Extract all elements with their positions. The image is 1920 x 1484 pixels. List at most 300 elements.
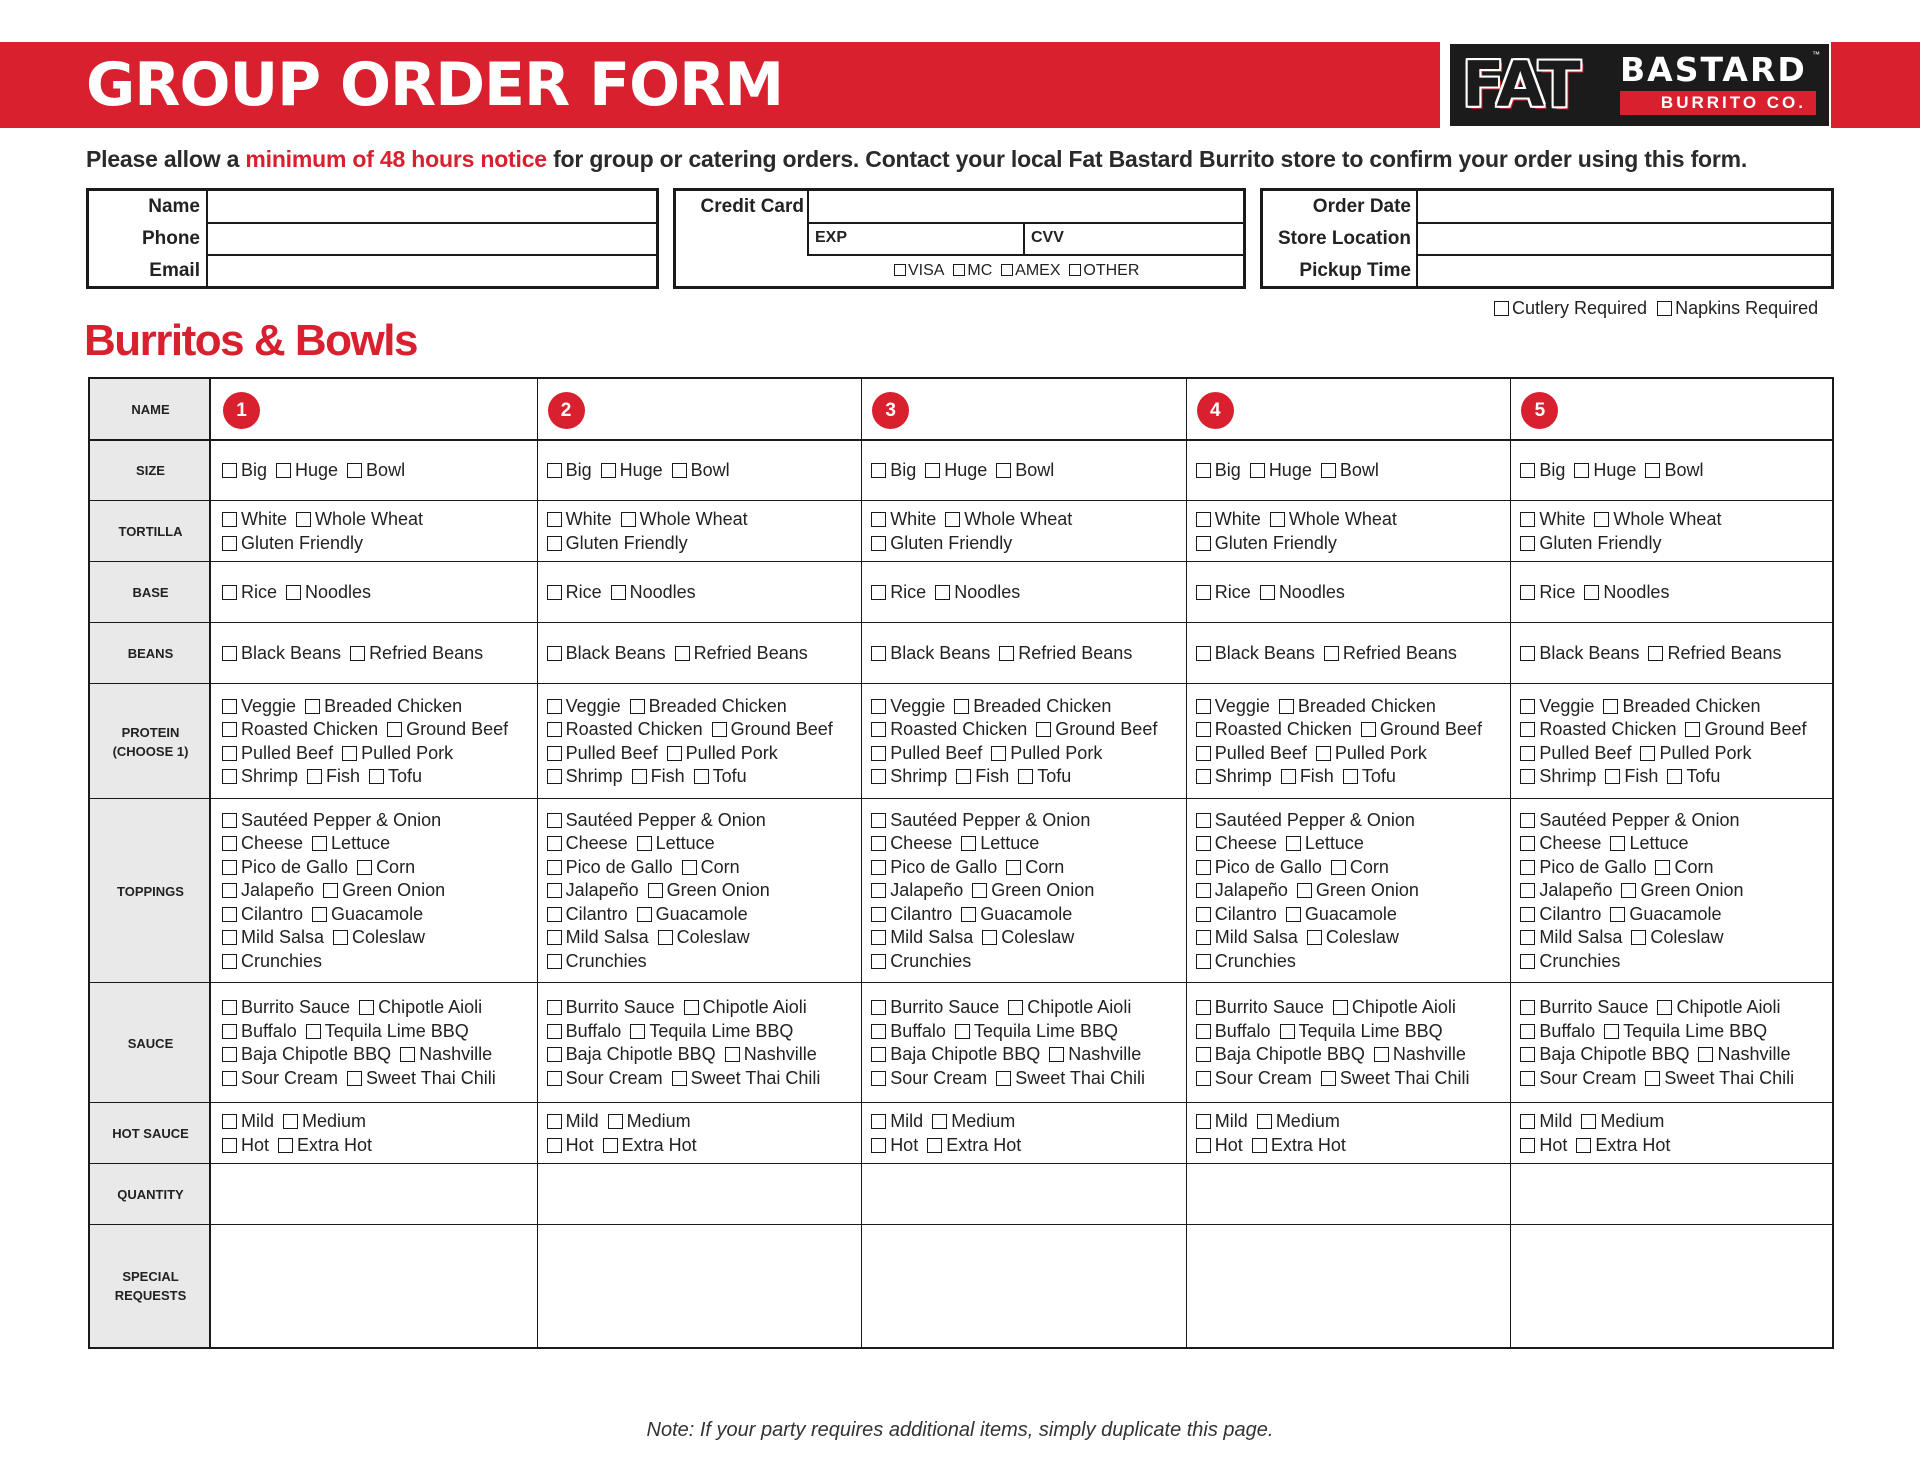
checkbox[interactable]	[547, 930, 562, 945]
option-cilantro[interactable]	[547, 903, 628, 927]
checkbox[interactable]	[1520, 1047, 1535, 1062]
cell-name-4[interactable]	[1187, 379, 1510, 440]
option-crunchies[interactable]	[1196, 950, 1296, 974]
option-baja-chipotle-bbq[interactable]	[1196, 1043, 1365, 1067]
option-fish[interactable]	[632, 765, 685, 789]
checkbox[interactable]	[871, 536, 886, 551]
checkbox[interactable]	[1018, 769, 1033, 784]
cell-quantity-2[interactable]	[538, 1164, 861, 1225]
checkbox[interactable]	[871, 1000, 886, 1015]
checkbox[interactable]	[1316, 746, 1331, 761]
checkbox[interactable]	[1196, 860, 1211, 875]
option-bowl[interactable]	[1645, 459, 1703, 483]
checkbox[interactable]	[1196, 1024, 1211, 1039]
checkbox[interactable]	[871, 1138, 886, 1153]
option-pulled-pork[interactable]	[991, 742, 1102, 766]
option-nashville[interactable]	[1374, 1043, 1466, 1067]
option-big[interactable]	[871, 459, 916, 483]
checkbox[interactable]	[1685, 722, 1700, 737]
checkbox[interactable]	[927, 1138, 942, 1153]
option-shrimp[interactable]	[1520, 765, 1596, 789]
option-rice[interactable]	[547, 581, 602, 605]
option-roasted-chicken[interactable]	[1520, 718, 1676, 742]
checkbox[interactable]	[222, 512, 237, 527]
option-shrimp[interactable]	[222, 765, 298, 789]
option-lettuce[interactable]	[637, 832, 715, 856]
checkbox[interactable]	[1520, 1024, 1535, 1039]
option-tequila-lime-bbq[interactable]	[630, 1020, 793, 1044]
option-pico-de-gallo[interactable]	[222, 856, 348, 880]
option-fish[interactable]	[307, 765, 360, 789]
checkbox[interactable]	[972, 883, 987, 898]
cutlery-option[interactable]: Cutlery Required	[1494, 298, 1647, 318]
option-coleslaw[interactable]	[1307, 926, 1399, 950]
checkbox[interactable]	[222, 860, 237, 875]
checkbox[interactable]	[1648, 646, 1663, 661]
checkbox[interactable]	[712, 722, 727, 737]
option-bowl[interactable]	[672, 459, 730, 483]
option-whole-wheat[interactable]	[296, 508, 423, 532]
option-white[interactable]	[871, 508, 936, 532]
option-black-beans[interactable]	[547, 642, 666, 666]
option-cheese[interactable]	[1520, 832, 1601, 856]
option-cilantro[interactable]	[871, 903, 952, 927]
option-green-onion[interactable]	[972, 879, 1094, 903]
checkbox[interactable]	[222, 769, 237, 784]
option-white[interactable]	[222, 508, 287, 532]
checkbox[interactable]	[632, 769, 647, 784]
option-sour-cream[interactable]	[222, 1067, 338, 1091]
option-chipotle-aioli[interactable]	[1333, 996, 1456, 1020]
checkbox[interactable]	[1520, 1071, 1535, 1086]
option-veggie[interactable]	[871, 695, 945, 719]
option-chipotle-aioli[interactable]	[359, 996, 482, 1020]
checkbox[interactable]	[1631, 930, 1646, 945]
checkbox[interactable]	[1196, 585, 1211, 600]
checkbox[interactable]	[547, 699, 562, 714]
credit-card-field[interactable]	[811, 191, 1243, 222]
order-date-field[interactable]	[1420, 191, 1831, 222]
checkbox[interactable]	[1286, 907, 1301, 922]
option-black-beans[interactable]	[1196, 642, 1315, 666]
option-guacamole[interactable]	[1610, 903, 1721, 927]
checkbox[interactable]	[547, 954, 562, 969]
option-refried-beans[interactable]	[1648, 642, 1781, 666]
option-huge[interactable]	[601, 459, 663, 483]
option-tofu[interactable]	[1018, 765, 1071, 789]
checkbox[interactable]	[547, 883, 562, 898]
checkbox[interactable]	[603, 1138, 618, 1153]
checkbox[interactable]	[1196, 1000, 1211, 1015]
option-medium[interactable]	[932, 1110, 1015, 1134]
checkbox[interactable]	[1280, 1024, 1295, 1039]
checkbox[interactable]	[1645, 1071, 1660, 1086]
option-rice[interactable]	[222, 581, 277, 605]
option-medium[interactable]	[608, 1110, 691, 1134]
option-refried-beans[interactable]	[675, 642, 808, 666]
option-corn[interactable]	[682, 856, 740, 880]
option-sour-cream[interactable]	[1196, 1067, 1312, 1091]
checkbox[interactable]	[342, 746, 357, 761]
option-pulled-pork[interactable]	[342, 742, 453, 766]
option-whole-wheat[interactable]	[1270, 508, 1397, 532]
option-burrito-sauce[interactable]	[871, 996, 999, 1020]
checkbox[interactable]	[871, 746, 886, 761]
checkbox[interactable]	[350, 646, 365, 661]
option-crunchies[interactable]	[1520, 950, 1620, 974]
checkbox[interactable]	[871, 646, 886, 661]
name-field[interactable]	[210, 191, 656, 222]
option-pulled-pork[interactable]	[667, 742, 778, 766]
option-cheese[interactable]	[871, 832, 952, 856]
checkbox[interactable]	[871, 512, 886, 527]
checkbox[interactable]	[667, 746, 682, 761]
option-shrimp[interactable]	[1196, 765, 1272, 789]
option-mild-salsa[interactable]	[1196, 926, 1298, 950]
option-extra-hot[interactable]	[927, 1134, 1021, 1158]
option-saut-ed-pepper-onion[interactable]	[871, 809, 1090, 833]
option-tequila-lime-bbq[interactable]	[306, 1020, 469, 1044]
option-cilantro[interactable]	[1520, 903, 1601, 927]
option-big[interactable]	[547, 459, 592, 483]
napkins-option[interactable]: Napkins Required	[1657, 298, 1818, 318]
checkbox[interactable]	[547, 1047, 562, 1062]
option-pico-de-gallo[interactable]	[547, 856, 673, 880]
checkbox[interactable]	[871, 930, 886, 945]
option-sweet-thai-chili[interactable]	[1645, 1067, 1794, 1091]
checkbox[interactable]	[871, 954, 886, 969]
option-roasted-chicken[interactable]	[222, 718, 378, 742]
checkbox[interactable]	[982, 930, 997, 945]
option-saut-ed-pepper-onion[interactable]	[547, 809, 766, 833]
checkbox[interactable]	[684, 1000, 699, 1015]
checkbox[interactable]	[1520, 699, 1535, 714]
checkbox[interactable]	[1196, 722, 1211, 737]
option-gluten-friendly[interactable]	[1196, 532, 1337, 556]
option-breaded-chicken[interactable]	[630, 695, 787, 719]
option-cheese[interactable]	[547, 832, 628, 856]
option-sweet-thai-chili[interactable]	[347, 1067, 496, 1091]
exp-field[interactable]	[811, 224, 1021, 254]
option-corn[interactable]	[357, 856, 415, 880]
option-green-onion[interactable]	[1621, 879, 1743, 903]
checkbox[interactable]	[222, 813, 237, 828]
option-breaded-chicken[interactable]	[1279, 695, 1436, 719]
checkbox[interactable]	[1655, 860, 1670, 875]
option-mild[interactable]	[547, 1110, 599, 1134]
cell-special-requests-5[interactable]	[1511, 1225, 1834, 1346]
option-saut-ed-pepper-onion[interactable]	[1196, 809, 1415, 833]
checkbox[interactable]	[1657, 301, 1672, 316]
checkbox[interactable]	[630, 699, 645, 714]
checkbox[interactable]	[283, 1114, 298, 1129]
option-pulled-beef[interactable]	[1196, 742, 1307, 766]
store-location-field[interactable]	[1420, 224, 1831, 254]
option-pulled-beef[interactable]	[222, 742, 333, 766]
checkbox[interactable]	[1610, 836, 1625, 851]
checkbox[interactable]	[222, 1024, 237, 1039]
checkbox[interactable]	[1036, 722, 1051, 737]
checkbox[interactable]	[1196, 907, 1211, 922]
option-sour-cream[interactable]	[1520, 1067, 1636, 1091]
checkbox[interactable]	[1321, 1071, 1336, 1086]
checkbox[interactable]	[996, 1071, 1011, 1086]
cell-quantity-3[interactable]	[862, 1164, 1185, 1225]
option-extra-hot[interactable]	[1252, 1134, 1346, 1158]
option-burrito-sauce[interactable]	[1196, 996, 1324, 1020]
option-lettuce[interactable]	[1286, 832, 1364, 856]
option-crunchies[interactable]	[222, 950, 322, 974]
option-nashville[interactable]	[725, 1043, 817, 1067]
option-medium[interactable]	[1581, 1110, 1664, 1134]
checkbox[interactable]	[1645, 463, 1660, 478]
checkbox[interactable]	[871, 1071, 886, 1086]
checkbox[interactable]	[1196, 883, 1211, 898]
checkbox[interactable]	[637, 836, 652, 851]
checkbox[interactable]	[276, 463, 291, 478]
checkbox[interactable]	[222, 954, 237, 969]
option-mild[interactable]	[222, 1110, 274, 1134]
checkbox[interactable]	[1196, 954, 1211, 969]
checkbox[interactable]	[296, 512, 311, 527]
option-sweet-thai-chili[interactable]	[1321, 1067, 1470, 1091]
cell-name-5[interactable]	[1511, 379, 1834, 440]
checkbox[interactable]	[547, 836, 562, 851]
checkbox[interactable]	[953, 264, 965, 276]
option-burrito-sauce[interactable]	[222, 996, 350, 1020]
option-ground-beef[interactable]	[712, 718, 833, 742]
checkbox[interactable]	[672, 463, 687, 478]
checkbox[interactable]	[1640, 746, 1655, 761]
option-breaded-chicken[interactable]	[954, 695, 1111, 719]
checkbox[interactable]	[547, 907, 562, 922]
checkbox[interactable]	[621, 512, 636, 527]
checkbox[interactable]	[1196, 463, 1211, 478]
checkbox[interactable]	[1001, 264, 1013, 276]
option-sweet-thai-chili[interactable]	[672, 1067, 821, 1091]
option-saut-ed-pepper-onion[interactable]	[1520, 809, 1739, 833]
option-huge[interactable]	[1250, 459, 1312, 483]
option-huge[interactable]	[276, 459, 338, 483]
option-big[interactable]	[1520, 459, 1565, 483]
checkbox[interactable]	[871, 769, 886, 784]
checkbox[interactable]	[1667, 769, 1682, 784]
option-sour-cream[interactable]	[871, 1067, 987, 1091]
option-mild[interactable]	[1196, 1110, 1248, 1134]
option-ground-beef[interactable]	[1361, 718, 1482, 742]
checkbox[interactable]	[694, 769, 709, 784]
option-buffalo[interactable]	[222, 1020, 297, 1044]
checkbox[interactable]	[1270, 512, 1285, 527]
checkbox[interactable]	[1520, 930, 1535, 945]
option-guacamole[interactable]	[312, 903, 423, 927]
option-buffalo[interactable]	[1196, 1020, 1271, 1044]
checkbox[interactable]	[1581, 1114, 1596, 1129]
checkbox[interactable]	[871, 722, 886, 737]
checkbox[interactable]	[1520, 536, 1535, 551]
checkbox[interactable]	[1698, 1047, 1713, 1062]
option-coleslaw[interactable]	[982, 926, 1074, 950]
option-extra-hot[interactable]	[278, 1134, 372, 1158]
option-saut-ed-pepper-onion[interactable]	[222, 809, 441, 833]
option-cilantro[interactable]	[222, 903, 303, 927]
option-mild-salsa[interactable]	[1520, 926, 1622, 950]
option-refried-beans[interactable]	[1324, 642, 1457, 666]
checkbox[interactable]	[1374, 1047, 1389, 1062]
option-bowl[interactable]	[347, 459, 405, 483]
checkbox[interactable]	[359, 1000, 374, 1015]
card-type-mc[interactable]: MC	[953, 262, 992, 279]
option-corn[interactable]	[1006, 856, 1064, 880]
option-coleslaw[interactable]	[658, 926, 750, 950]
option-buffalo[interactable]	[871, 1020, 946, 1044]
option-noodles[interactable]	[611, 581, 696, 605]
checkbox[interactable]	[222, 883, 237, 898]
option-noodles[interactable]	[1260, 581, 1345, 605]
checkbox[interactable]	[222, 930, 237, 945]
checkbox[interactable]	[369, 769, 384, 784]
checkbox[interactable]	[1297, 883, 1312, 898]
checkbox[interactable]	[1196, 1047, 1211, 1062]
checkbox[interactable]	[1520, 463, 1535, 478]
checkbox[interactable]	[1324, 646, 1339, 661]
option-fish[interactable]	[956, 765, 1009, 789]
cell-name-2[interactable]	[538, 379, 861, 440]
option-white[interactable]	[1196, 508, 1261, 532]
option-mild-salsa[interactable]	[871, 926, 973, 950]
checkbox[interactable]	[222, 836, 237, 851]
checkbox[interactable]	[547, 860, 562, 875]
checkbox[interactable]	[278, 1138, 293, 1153]
checkbox[interactable]	[222, 463, 237, 478]
checkbox[interactable]	[222, 1047, 237, 1062]
option-whole-wheat[interactable]	[945, 508, 1072, 532]
option-mild[interactable]	[871, 1110, 923, 1134]
option-veggie[interactable]	[1196, 695, 1270, 719]
cvv-field[interactable]	[1027, 224, 1243, 254]
cell-quantity-4[interactable]	[1187, 1164, 1510, 1225]
checkbox[interactable]	[1196, 699, 1211, 714]
checkbox[interactable]	[871, 860, 886, 875]
checkbox[interactable]	[1594, 512, 1609, 527]
option-roasted-chicken[interactable]	[871, 718, 1027, 742]
option-pico-de-gallo[interactable]	[1520, 856, 1646, 880]
checkbox[interactable]	[894, 264, 906, 276]
checkbox[interactable]	[1049, 1047, 1064, 1062]
checkbox[interactable]	[222, 1071, 237, 1086]
option-tequila-lime-bbq[interactable]	[1280, 1020, 1443, 1044]
option-whole-wheat[interactable]	[621, 508, 748, 532]
checkbox[interactable]	[222, 585, 237, 600]
checkbox[interactable]	[871, 836, 886, 851]
option-refried-beans[interactable]	[350, 642, 483, 666]
option-lettuce[interactable]	[961, 832, 1039, 856]
cell-special-requests-4[interactable]	[1187, 1225, 1510, 1346]
checkbox[interactable]	[1281, 769, 1296, 784]
option-jalape-o[interactable]	[547, 879, 639, 903]
checkbox[interactable]	[608, 1114, 623, 1129]
phone-field[interactable]	[210, 224, 656, 254]
option-refried-beans[interactable]	[999, 642, 1132, 666]
checkbox[interactable]	[871, 907, 886, 922]
option-sour-cream[interactable]	[547, 1067, 663, 1091]
option-medium[interactable]	[283, 1110, 366, 1134]
card-type-visa[interactable]: VISA	[894, 262, 944, 279]
option-lettuce[interactable]	[312, 832, 390, 856]
checkbox[interactable]	[955, 1024, 970, 1039]
option-rice[interactable]	[871, 581, 926, 605]
checkbox[interactable]	[1196, 769, 1211, 784]
checkbox[interactable]	[1520, 646, 1535, 661]
option-burrito-sauce[interactable]	[547, 996, 675, 1020]
checkbox[interactable]	[547, 1000, 562, 1015]
checkbox[interactable]	[648, 883, 663, 898]
checkbox[interactable]	[871, 463, 886, 478]
checkbox[interactable]	[871, 813, 886, 828]
option-pulled-pork[interactable]	[1640, 742, 1751, 766]
checkbox[interactable]	[1520, 1138, 1535, 1153]
option-green-onion[interactable]	[1297, 879, 1419, 903]
option-burrito-sauce[interactable]	[1520, 996, 1648, 1020]
checkbox[interactable]	[222, 1114, 237, 1129]
checkbox[interactable]	[333, 930, 348, 945]
option-ground-beef[interactable]	[1036, 718, 1157, 742]
option-mild-salsa[interactable]	[547, 926, 649, 950]
option-rice[interactable]	[1520, 581, 1575, 605]
checkbox[interactable]	[222, 722, 237, 737]
checkbox[interactable]	[1520, 722, 1535, 737]
option-pico-de-gallo[interactable]	[871, 856, 997, 880]
option-medium[interactable]	[1257, 1110, 1340, 1134]
option-gluten-friendly[interactable]	[222, 532, 363, 556]
option-breaded-chicken[interactable]	[1603, 695, 1760, 719]
checkbox[interactable]	[547, 746, 562, 761]
checkbox[interactable]	[935, 585, 950, 600]
checkbox[interactable]	[1520, 1114, 1535, 1129]
checkbox[interactable]	[871, 699, 886, 714]
checkbox[interactable]	[1260, 585, 1275, 600]
cell-quantity-1[interactable]	[213, 1164, 536, 1225]
option-extra-hot[interactable]	[1576, 1134, 1670, 1158]
option-black-beans[interactable]	[1520, 642, 1639, 666]
checkbox[interactable]	[956, 769, 971, 784]
checkbox[interactable]	[547, 1114, 562, 1129]
checkbox[interactable]	[1307, 930, 1322, 945]
option-coleslaw[interactable]	[1631, 926, 1723, 950]
checkbox[interactable]	[1196, 1071, 1211, 1086]
option-veggie[interactable]	[1520, 695, 1594, 719]
checkbox[interactable]	[1520, 907, 1535, 922]
checkbox[interactable]	[871, 883, 886, 898]
checkbox[interactable]	[1520, 1000, 1535, 1015]
option-jalape-o[interactable]	[1196, 879, 1288, 903]
checkbox[interactable]	[1603, 699, 1618, 714]
checkbox[interactable]	[996, 463, 1011, 478]
option-jalape-o[interactable]	[222, 879, 314, 903]
checkbox[interactable]	[1321, 463, 1336, 478]
option-ground-beef[interactable]	[1685, 718, 1806, 742]
option-chipotle-aioli[interactable]	[1008, 996, 1131, 1020]
option-black-beans[interactable]	[871, 642, 990, 666]
option-shrimp[interactable]	[871, 765, 947, 789]
option-green-onion[interactable]	[323, 879, 445, 903]
option-tofu[interactable]	[1343, 765, 1396, 789]
checkbox[interactable]	[547, 536, 562, 551]
checkbox[interactable]	[1520, 883, 1535, 898]
option-crunchies[interactable]	[547, 950, 647, 974]
checkbox[interactable]	[999, 646, 1014, 661]
option-coleslaw[interactable]	[333, 926, 425, 950]
